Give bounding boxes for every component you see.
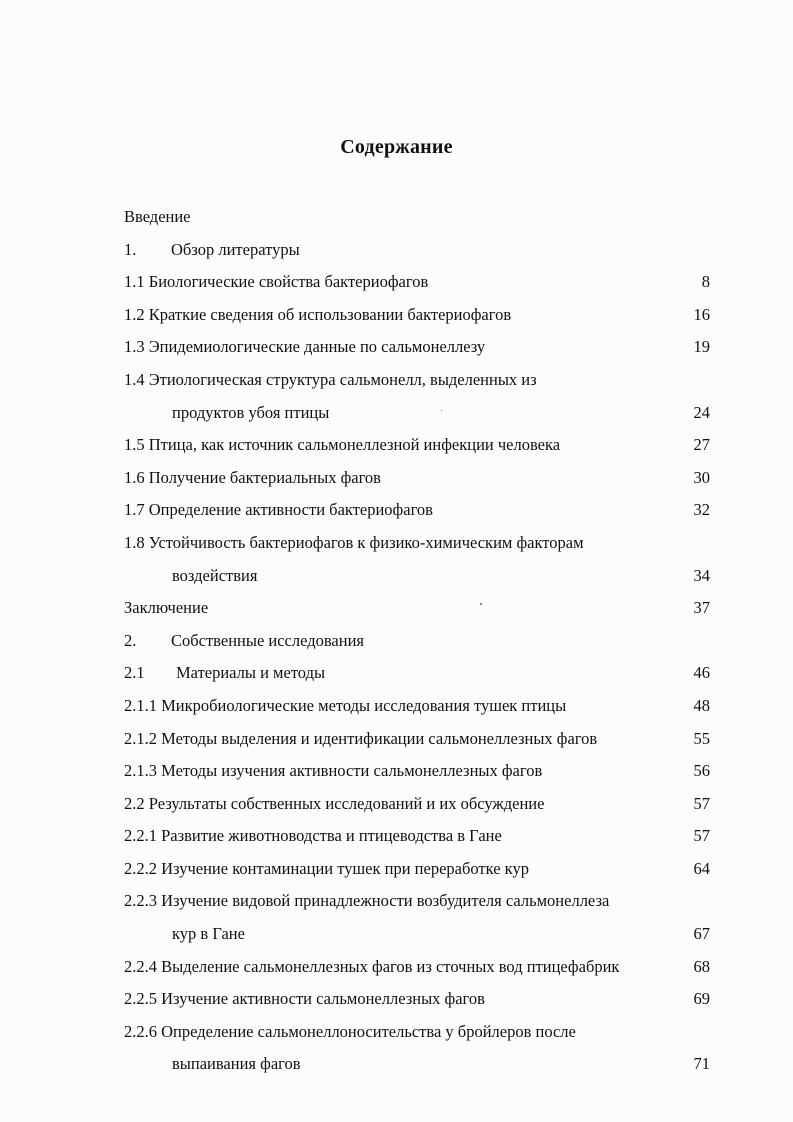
toc-entry-number: 1. bbox=[124, 239, 137, 259]
toc-entry-page: 34 bbox=[693, 565, 710, 585]
toc-entry bbox=[124, 657, 714, 690]
toc-entry-page: 8 bbox=[701, 272, 710, 292]
toc-entry-text: Заключение bbox=[124, 598, 209, 618]
scan-speck bbox=[480, 603, 482, 605]
toc-entry-page: 67 bbox=[693, 924, 710, 944]
toc-entry-text: 2.2 Результаты собственных исследований и их обсуждение bbox=[124, 793, 545, 813]
toc-entry bbox=[124, 723, 714, 756]
toc-entry-text: 1.7 Определение активности бактериофагов bbox=[124, 500, 433, 520]
toc-entry bbox=[124, 299, 714, 332]
toc-entry-page: 68 bbox=[693, 956, 710, 976]
toc-entry-page: 55 bbox=[693, 728, 710, 748]
toc-entry-text bbox=[124, 625, 364, 658]
toc-entry bbox=[124, 625, 714, 658]
toc-entry-text: кур в Гане bbox=[172, 924, 245, 944]
toc-entry-text: 2.1.3 Методы изучения активности сальмонеллезных фагов bbox=[124, 761, 543, 781]
toc-entry-continuation bbox=[124, 397, 714, 430]
toc-entry-title: Собственные исследования bbox=[171, 630, 365, 650]
toc-entry bbox=[124, 983, 714, 1016]
toc-entry bbox=[124, 885, 714, 918]
toc-entry-text bbox=[124, 657, 325, 690]
toc-entry-title: Обзор литературы bbox=[171, 239, 300, 259]
toc-entry-page: 69 bbox=[693, 989, 710, 1009]
toc-entry-text: 2.1.2 Методы выделения и идентификации сальмонеллезных фагов bbox=[124, 728, 598, 748]
toc-entry-text: 1.8 Устойчивость бактериофагов к физико-химическим факторам bbox=[124, 532, 584, 552]
toc-entry bbox=[124, 951, 714, 984]
toc-entry bbox=[124, 331, 714, 364]
toc-entry-text: 2.2.1 Развитие животноводства и птицеводства в Гане bbox=[124, 826, 502, 846]
toc-entry-continuation bbox=[124, 560, 714, 593]
toc-entry-text: продуктов убоя птицы bbox=[172, 402, 330, 422]
page-title: Содержание bbox=[340, 136, 453, 158]
toc-entry-number: 2.1 bbox=[124, 663, 145, 683]
toc-entry-text: 1.2 Краткие сведения об использовании бактериофагов bbox=[124, 304, 512, 324]
toc-entry-text: 1.4 Этиологическая структура сальмонелл, выделенных из bbox=[124, 369, 537, 389]
toc-entry bbox=[124, 201, 714, 234]
toc-entry-page: 19 bbox=[693, 337, 710, 357]
toc-entry bbox=[124, 494, 714, 527]
toc-entry bbox=[124, 592, 714, 625]
toc-entry-continuation bbox=[124, 918, 714, 951]
toc-entry-page: 16 bbox=[693, 304, 710, 324]
toc-entry-page: 32 bbox=[693, 500, 710, 520]
toc-entry bbox=[124, 755, 714, 788]
toc-entry-number: 2. bbox=[124, 630, 137, 650]
toc-entry-text: 2.2.2 Изучение контаминации тушек при переработке кур bbox=[124, 858, 529, 878]
toc-entry bbox=[124, 266, 714, 299]
toc-entry-page: 48 bbox=[693, 695, 710, 715]
toc-entry bbox=[124, 853, 714, 886]
toc-entry-text: 2.2.5 Изучение активности сальмонеллезных фагов bbox=[124, 989, 485, 1009]
toc-entry-page: 71 bbox=[693, 1054, 710, 1074]
toc-entry-text: 2.2.3 Изучение видовой принадлежности возбудителя сальмонеллеза bbox=[124, 891, 610, 911]
toc-entry-page: 24 bbox=[693, 402, 710, 422]
toc-entry-text bbox=[124, 234, 300, 267]
toc-entry-text: 1.5 Птица, как источник сальмонеллезной инфекции человека bbox=[124, 435, 561, 455]
toc-entry-page: 56 bbox=[693, 761, 710, 781]
toc-entry-text: Введение bbox=[124, 207, 191, 226]
toc-entry-page: 64 bbox=[693, 858, 710, 878]
toc-entry-text: 2.1.1 Микробиологические методы исследования тушек птицы bbox=[124, 695, 567, 715]
toc-entry-page: 27 bbox=[693, 435, 710, 455]
toc-entry bbox=[124, 820, 714, 853]
toc-entry-text: воздействия bbox=[172, 565, 258, 585]
toc-entry bbox=[124, 1016, 714, 1049]
toc-entry-page: 30 bbox=[693, 467, 710, 487]
toc-entry-text: 1.1 Биологические свойства бактериофагов bbox=[124, 272, 429, 292]
toc-entry-page: 57 bbox=[693, 826, 710, 846]
toc-entry-title: Материалы и методы bbox=[176, 663, 326, 683]
toc-entry-page: 46 bbox=[693, 663, 710, 683]
toc-entry-page: 57 bbox=[693, 793, 710, 813]
toc-entry bbox=[124, 527, 714, 560]
toc-entry-page: 37 bbox=[693, 598, 710, 618]
toc-entry bbox=[124, 690, 714, 723]
toc-entry-text: выпаивания фагов bbox=[172, 1054, 301, 1074]
toc-entry-text: 1.6 Получение бактериальных фагов bbox=[124, 467, 381, 487]
toc-entry-text: 2.2.4 Выделение сальмонеллезных фагов из сточных вод птицефабрик bbox=[124, 956, 620, 976]
scan-speck bbox=[441, 410, 442, 411]
toc-entry-text: 1.3 Эпидемиологические данные по сальмонеллезу bbox=[124, 337, 486, 357]
toc-entry bbox=[124, 364, 714, 397]
toc-entry bbox=[124, 429, 714, 462]
toc-entry-continuation bbox=[124, 1048, 714, 1081]
toc-entry bbox=[124, 234, 714, 267]
toc-entry-text: 2.2.6 Определение сальмонеллоносительства у бройлеров после bbox=[124, 1021, 576, 1041]
toc-entry bbox=[124, 462, 714, 495]
toc-entry bbox=[124, 788, 714, 821]
table-of-contents bbox=[124, 201, 714, 1081]
